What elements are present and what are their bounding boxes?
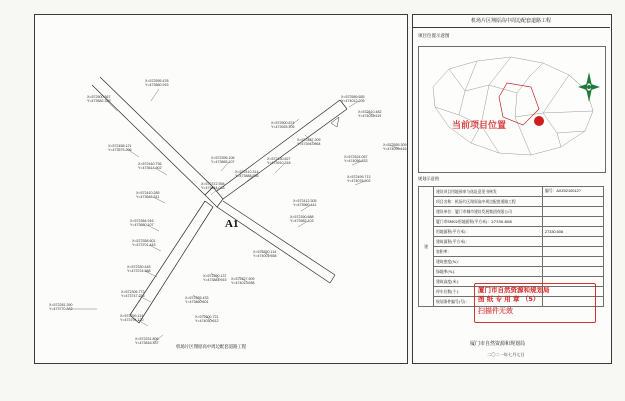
coordinate-x: X=572412.305: [293, 199, 317, 203]
issuer-name: 厦门市自然资源和规划局: [470, 341, 526, 347]
coordinate-x: X=572231.806: [135, 337, 159, 341]
coordinate-x: X=572500.874: [271, 121, 295, 125]
coordinate-x: X=572487.209: [297, 138, 321, 142]
coordinate-x: X=572384.916: [130, 219, 154, 223]
coordinate-label: [108, 144, 131, 153]
coordinate-y: Y=473680.107: [130, 223, 154, 228]
coordinate-y: Y=473770.882: [49, 307, 73, 312]
coordinate-label: [203, 274, 226, 283]
coordinate-y: Y=473844.033: [201, 186, 225, 191]
coordinate-label: [121, 290, 144, 299]
seal-line-2: 图 纸 专 用 章 （5）: [478, 295, 540, 303]
location-map-graphic: [419, 47, 605, 172]
coordinate-x: X=572430.627: [267, 157, 291, 161]
coordinate-x: X=572595.478: [145, 79, 169, 83]
coordinate-y: Y=473660.915: [145, 83, 169, 88]
table-cell-label: 建设单位：厦门市城市建设发展集团有限公司: [434, 207, 543, 217]
coordinate-label: [120, 314, 143, 323]
coordinate-label: [87, 95, 110, 104]
coordinate-y: Y=473865.107: [211, 160, 235, 165]
coordinate-label: [138, 162, 161, 171]
table-cell-label: 用地面积(平方米)：: [434, 227, 543, 237]
coordinate-x: X=572458.121: [108, 144, 132, 148]
coordinate-label: [145, 79, 168, 88]
coordinate-label: [211, 156, 234, 165]
table-cell-label: 项目名称：机场片区翔原高中周边配套道路工程: [434, 197, 543, 207]
coordinate-y: Y=473575.206: [108, 148, 132, 153]
table-cell-value: [543, 267, 604, 277]
compass-rose: [576, 70, 602, 104]
drawing-caption: 机场片区翔原高中周边配套道路工程: [176, 344, 247, 349]
table-row: [419, 187, 604, 197]
table-cell-value: [543, 237, 604, 247]
coordinate-y: Y=473582.355: [87, 99, 111, 104]
seal-line-1: 厦门市自然资源和规划局: [478, 286, 550, 294]
sheet-title-bar: [412, 14, 610, 28]
coordinate-y: Y=473884.915: [203, 278, 227, 283]
coordinate-x: X=572259.114: [120, 314, 144, 318]
coordinate-y: Y=474012.205: [341, 99, 365, 104]
table-row: [419, 217, 604, 227]
coordinate-label: [130, 219, 153, 228]
table-cell-label: 建筑密度(%)：: [434, 257, 543, 267]
location-map: [418, 46, 606, 173]
coordinate-x: X=572390.688: [290, 215, 314, 219]
coordinate-y: Y=473794.120: [120, 318, 144, 323]
coordinate-label: [49, 303, 72, 312]
coordinate-y: Y=474056.833: [344, 159, 368, 164]
table-cell-label: 绿地率(%)：: [434, 267, 543, 277]
table-row: [419, 247, 604, 257]
coordinate-y: Y=473648.311: [136, 195, 160, 200]
table-row: [419, 207, 604, 217]
table-cell-label: 停车位数(个)：: [434, 287, 543, 297]
table-row: [419, 267, 604, 277]
map-overlay-stamp: 当前项目位置: [452, 120, 507, 130]
coordinate-label: [267, 157, 290, 166]
coordinate-x: X=572372.558: [201, 182, 225, 186]
coordinate-x: X=572589.655: [341, 95, 365, 99]
table-cell-label: 厦门市SM02用地面积(平方米)：27330.608: [434, 217, 543, 227]
coordinate-x: X=572327.509: [231, 277, 255, 281]
coordinate-label: [201, 182, 224, 191]
table-row: [419, 237, 604, 247]
coordinate-y: Y=473925.205: [271, 125, 295, 130]
table-cell-value: [543, 257, 604, 267]
coordinate-y: Y=473943.864: [297, 142, 321, 147]
coordinate-y: Y=474076.902: [347, 179, 371, 184]
coordinate-x: X=572290.137: [203, 274, 227, 278]
coordinate-label: [253, 250, 276, 259]
coordinate-label: [341, 95, 364, 104]
seal-line-3: 扫描件无效: [478, 307, 513, 315]
coordinate-y: Y=474001.558: [253, 254, 277, 259]
coordinate-y: Y=473982.103: [290, 219, 314, 224]
coordinate-y: Y=474013.288: [231, 281, 255, 286]
coordinate-label: [235, 170, 258, 179]
coordinate-x: X=572410.314: [235, 170, 259, 174]
table-cell-value: 27330.608: [543, 227, 604, 237]
coordinate-x: X=572265.433: [185, 296, 209, 300]
table-row: [419, 227, 604, 237]
coordinate-y: Y=473888.556: [235, 174, 259, 179]
table-cell-label: 建筑面积(平方米)：: [434, 237, 543, 247]
coordinate-label: [135, 337, 158, 346]
coordinate-x: X=572440.736: [138, 162, 162, 166]
coordinate-label: [290, 215, 313, 224]
table-cell-label: 规划条件编号(号)：: [434, 297, 543, 307]
road-label-a1: A1: [225, 218, 239, 230]
coordinate-y: Y=474095.416: [383, 147, 407, 152]
table-cell-value: [543, 207, 604, 217]
coordinate-y: Y=473960.441: [293, 203, 317, 208]
coordinate-y: Y=473860.601: [185, 300, 209, 305]
coordinate-y: Y=473724.588: [127, 269, 151, 274]
coordinate-label: [344, 155, 367, 164]
coordinate-x: X=572281.390: [49, 303, 73, 307]
coordinate-y: Y=474033.119: [358, 114, 382, 119]
table-cell-label: 建筑高度(米)：: [434, 277, 543, 287]
coordinate-y: Y=473747.236: [121, 294, 145, 299]
table-cell-value: [543, 217, 604, 227]
map-caption: 规划示意图: [418, 176, 439, 181]
coordinate-y: Y=474030.612: [195, 319, 219, 324]
table-cell-label: 容积率：: [434, 247, 543, 257]
table-row: [419, 197, 604, 207]
coordinate-x: X=572410.285: [136, 191, 160, 195]
table-cell-value: [543, 197, 604, 207]
coordinate-y: Y=473614.902: [138, 166, 162, 171]
site-plan-pane: [34, 14, 408, 364]
coordinate-x: X=572395.106: [211, 156, 235, 160]
coordinate-label: [297, 138, 320, 147]
coordinate-label: [136, 191, 159, 200]
coordinate-x: X=572300.721: [195, 315, 219, 319]
coordinate-label: [347, 175, 370, 184]
table-cell-value: [543, 247, 604, 257]
issue-date: 二〇二一年七月七日: [487, 352, 525, 357]
coordinate-label: [358, 110, 381, 119]
coordinate-x: X=572306.772: [121, 290, 145, 294]
coordinate-label: [271, 121, 294, 130]
coordinate-x: X=572610.482: [358, 110, 382, 114]
coordinate-label: [132, 239, 155, 248]
coordinate-label: [293, 199, 316, 208]
table-cell-label: 建设项目用地预审与选址意见书核发: [434, 187, 543, 197]
coordinate-x: X=572350.114: [253, 250, 277, 254]
coordinate-y: Y=473910.318: [267, 161, 291, 166]
coordinate-label: [383, 143, 406, 152]
coordinate-y: Y=473818.337: [135, 341, 159, 346]
coordinate-label: [185, 296, 208, 305]
table-row: [419, 257, 604, 267]
coordinate-label: [127, 265, 150, 274]
coordinate-x: X=572524.067: [344, 155, 368, 159]
coordinate-x: X=572500.367: [87, 95, 111, 99]
sheet-title: 机场片区翔原高中周边配套道路工程: [470, 18, 551, 24]
coordinate-x: X=572555.309: [383, 143, 407, 147]
coordinate-x: X=572358.601: [132, 239, 156, 243]
table-side-label: 建: [419, 187, 434, 307]
coordinate-x: X=572330.445: [127, 265, 151, 269]
coordinate-x: X=572499.713: [347, 175, 371, 179]
coordinate-label: [231, 277, 254, 286]
coordinate-y: Y=473701.443: [132, 243, 156, 248]
location-panel-title: 项目位置示意图: [418, 34, 450, 39]
table-cell-value: 编号：AXZ0210012?: [543, 187, 604, 197]
coordinate-label: [195, 315, 218, 324]
